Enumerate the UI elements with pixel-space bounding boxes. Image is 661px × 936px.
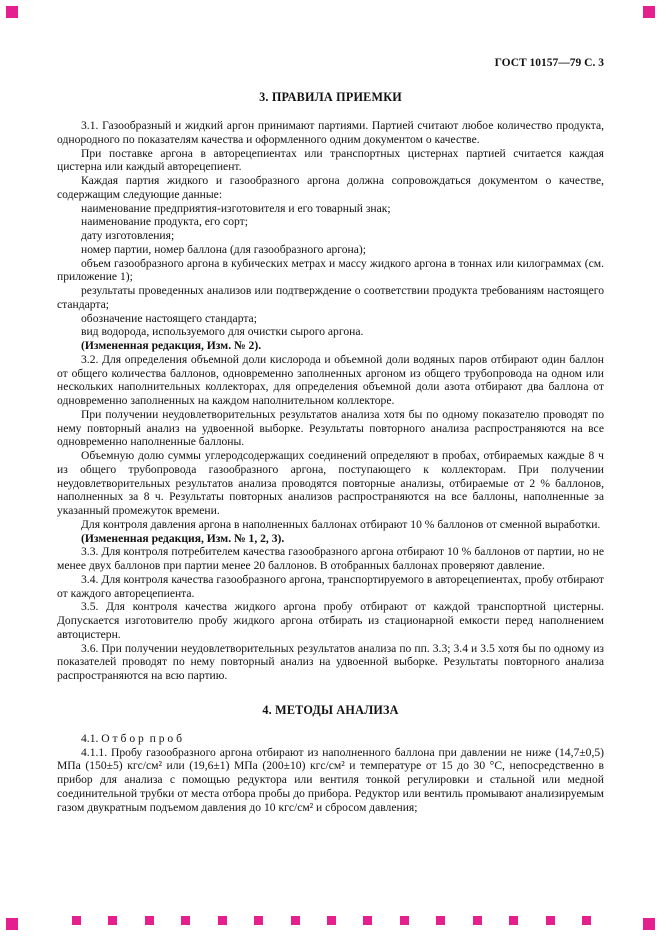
section (57, 703, 604, 815)
paragraph: 3.1. Газообразный и жидкий аргон принимают партиями. Партией считают любое количество продукта, однородного по показателям качества и оформленного одним документом о качестве. (57, 119, 604, 146)
registration-mark (291, 916, 300, 925)
paragraph: 3.3. Для контроля потребителем качества газообразного аргона отбирают 10 % баллонов от партии, но не менее двух баллонов при партии менее 20 баллонов. В отобранных баллонах проверяют давление. (57, 545, 604, 572)
paragraph: наименование предприятия-изготовителя и его товарный знак; (81, 201, 391, 215)
registration-mark (546, 916, 555, 925)
paragraph: (Измененная редакция, Изм. № 1, 2, 3). (81, 531, 285, 545)
paragraph: результаты проведенных анализов или подтверждение о соответствии продукта требованиям настоящего стандарта; (57, 284, 604, 311)
registration-mark (436, 916, 445, 925)
paragraph: 3.5. Для контроля качества жидкого аргона пробу отбирают от каждой транспортной цистерны. Допускается изготовителю пробу жидкого аргона отбирать из стационарной емкости перед наполнением автоцистерн. (57, 600, 604, 641)
document-header: ГОСТ 10157—79 С. 3 (494, 57, 604, 69)
registration-mark (181, 916, 190, 925)
registration-mark (473, 916, 482, 925)
paragraph: 4.1.1. Пробу газообразного аргона отбирают из наполненного баллона при давлении не ниже (14,7±0,5) МПа (150±5) кгс/см² или (19,6±1) МПа (200±10) кгс/см² и температуре от 15 до 30 °С, непосредственно в прибор для анализа с помощью редуктора или вентиля тонкой регулировки и стальной или медной соединительной трубки от места отбора пробы до прибора. Редуктор или вентиль промывают анализируемым газом двукратным подъемом давления до 10 кгс/см² и сбросом давления; (57, 745, 604, 814)
paragraph: 4.1. О т б о р п р о б (81, 731, 183, 745)
paragraph: 3.2. Для определения объемной доли кислорода и объемной доли водяных паров отбирают один баллон от общего количества баллонов, одновременно заполненных аргоном из общего трубопровода на одном или нескольких наполнительных коллекторах, для определения объемной доли азота отбирают два баллона от одновременно заполненных на каждом наполнительном коллекторе. (57, 352, 604, 407)
paragraph: 3.4. Для контроля качества газообразного аргона, транспортируемого в авторецепиентах, пробу отбирают от каждого авторецепиента. (57, 572, 604, 600)
registration-mark (327, 916, 336, 925)
paragraph: При получении неудовлетворительных результатов анализа хотя бы по одному показателю проводят по нему повторный анализ на удвоенной выборке. Результаты повторного анализа распространяются на все одновременно наполненные баллоны. (57, 407, 604, 449)
paragraph: номер партии, номер баллона (для газообразного аргона); (81, 242, 366, 256)
registration-mark (72, 916, 81, 925)
paragraph: (Измененная редакция, Изм. № 2). (81, 339, 262, 352)
registration-mark (254, 916, 263, 925)
section (57, 90, 604, 683)
registration-mark (400, 916, 409, 925)
paragraph: обозначение настоящего стандарта; (81, 311, 257, 325)
document-body (57, 90, 604, 814)
registration-mark (363, 916, 372, 925)
paragraph: дату изготовления; (81, 229, 175, 242)
registration-mark (582, 916, 591, 925)
registration-mark (643, 918, 655, 930)
page-content (57, 56, 604, 814)
registration-mark (218, 916, 227, 925)
paragraph: 3.6. При получении неудовлетворительных результатов анализа по пп. 3.3; 3.4 и 3.5 хотя бы по одному из показателей проводят по нему повторный анализ на удвоенной выборке. Результаты повторного анализа распространяются на всю партию. (57, 641, 604, 682)
section-title: 4. МЕТОДЫ АНАЛИЗА (262, 702, 399, 717)
registration-mark (6, 6, 18, 18)
paragraph: Для контроля давления аргона в наполненных баллонах отбирают 10 % баллонов от сменной выработки. (81, 517, 601, 531)
paragraph: вид водорода, используемого для очистки сырого аргона. (81, 325, 364, 339)
registration-mark (6, 918, 18, 930)
registration-mark (108, 916, 117, 925)
registration-mark (509, 916, 518, 925)
registration-mark (145, 916, 154, 925)
paragraph: Объемную долю суммы углеродсодержащих соединений определяют в пробах, отбираемых каждые 8 ч из общего трубопровода газообразного аргона, поступающего к коллекторам. При получении неудовлетворительных результатов анализа проводятся повторные анализы, отбираемые от 2 % баллонов, наполненных за 8 ч. Результаты повторных анализов распространяются на все баллоны, наполненные за указанный промежуток времени. (57, 449, 604, 517)
paragraph: Каждая партия жидкого и газообразного аргона должна сопровождаться документом о качестве, содержащим следующие данные: (57, 174, 604, 201)
paragraph: наименование продукта, его сорт; (81, 215, 248, 229)
paragraph: объем газообразного аргона в кубических метрах и массу жидкого аргона в тоннах или килограммах (см. приложение 1); (57, 256, 604, 284)
paragraph: При поставке аргона в авторецепиентах или транспортных цистернах партией считается каждая цистерна или каждый авторецепиент. (57, 146, 604, 174)
section-title: 3. ПРАВИЛА ПРИЕМКИ (259, 90, 402, 104)
registration-mark (643, 6, 655, 18)
